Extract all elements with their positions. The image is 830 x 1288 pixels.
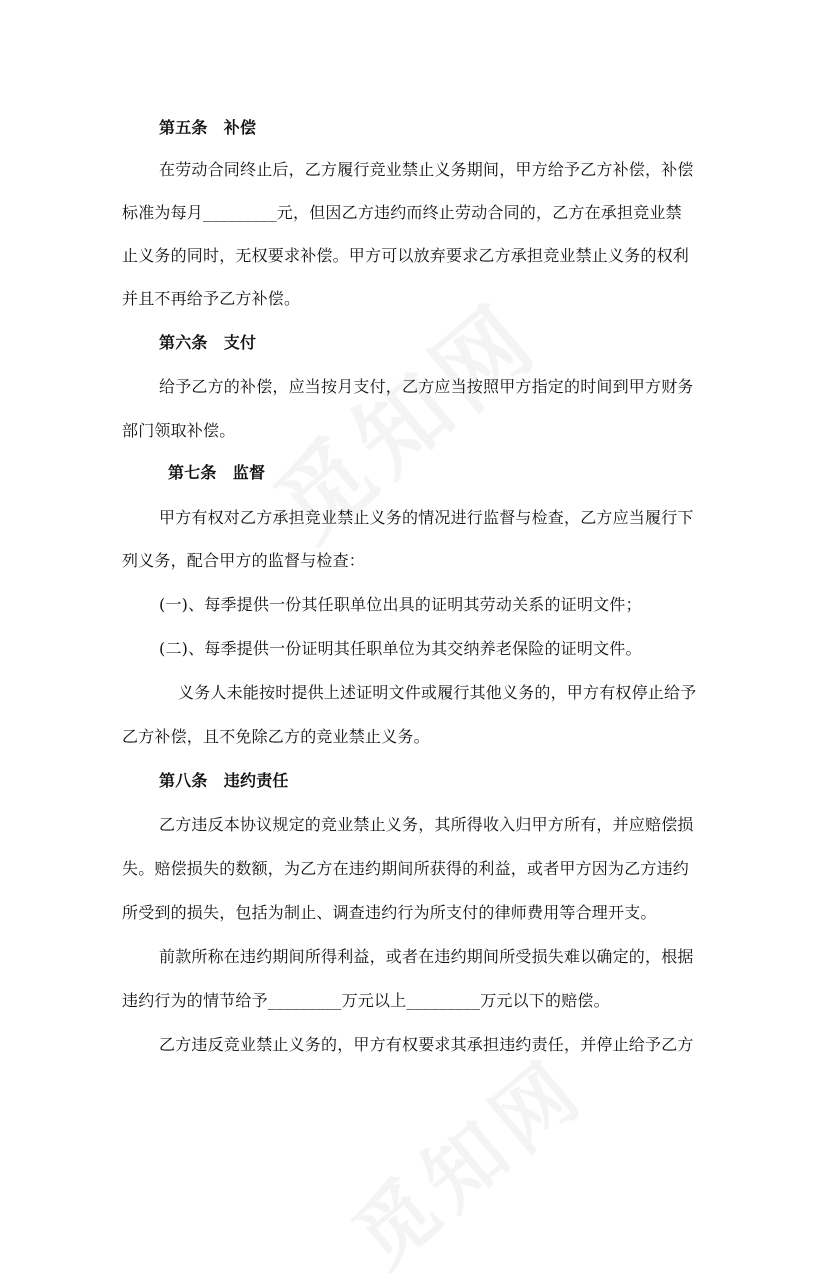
section-8-line-1: 乙方违反本协议规定的竞业禁止义务，其所得收入归甲方所有，并应赔偿损: [159, 815, 694, 834]
section-8-line-3: 所受到的损失，包括为制止、调查违约行为所支付的律师费用等合理开支。: [122, 903, 657, 922]
section-6-line-2: 部门领取补偿。: [122, 421, 236, 440]
section-8-line-6: 乙方违反竞业禁止义务的，甲方有权要求其承担违约责任，并停止给予乙方: [159, 1035, 694, 1054]
section-5-title: 第五条 补偿: [159, 118, 257, 137]
section-8-line-5: 违约行为的情节给予_________万元以上_________万元以下的赔偿。: [122, 991, 610, 1010]
section-7-line-4: (二)、每季提供一份证明其任职单位为其交纳养老保险的证明文件。: [159, 639, 642, 658]
section-5-line-1: 在劳动合同终止后，乙方履行竞业禁止义务期间，甲方给予乙方补偿，补偿: [159, 160, 694, 179]
section-7-line-5: 义务人未能按时提供上述证明文件或履行其他义务的，甲方有权停止给予: [178, 683, 697, 702]
section-7-line-3: (一)、每季提供一份其任职单位出具的证明其劳动关系的证明文件；: [159, 595, 642, 614]
section-7-line-6: 乙方补偿，且不免除乙方的竞业禁止义务。: [122, 727, 430, 746]
section-7-title: 第七条 监督: [168, 463, 266, 482]
section-7-line-1: 甲方有权对乙方承担竞业禁止义务的情况进行监督与检查，乙方应当履行下: [159, 508, 694, 527]
section-5-line-4: 并且不再给予乙方补偿。: [122, 289, 301, 308]
section-5-line-3: 止义务的同时，无权要求补偿。甲方可以放弃要求乙方承担竞业禁止义务的权利: [122, 246, 690, 265]
watermark-bottom: [325, 1027, 606, 1288]
section-6-line-1: 给予乙方的补偿，应当按月支付，乙方应当按照甲方指定的时间到甲方财务: [159, 377, 694, 396]
section-8-title: 第八条 违约责任: [159, 771, 289, 790]
section-8-line-4: 前款所称在违约期间所得利益，或者在违约期间所受损失难以确定的，根据: [159, 947, 694, 966]
section-7-line-2: 列义务，配合甲方的监督与检查：: [122, 551, 366, 570]
section-8-line-2: 失。赔偿损失的数额，为乙方在违约期间所获得的利益，或者甲方因为乙方违约: [122, 859, 690, 878]
section-6-title: 第六条 支付: [159, 333, 257, 352]
section-5-line-2: 标准为每月_________元，但因乙方违约而终止劳动合同的，乙方在承担竞业禁: [122, 203, 682, 222]
